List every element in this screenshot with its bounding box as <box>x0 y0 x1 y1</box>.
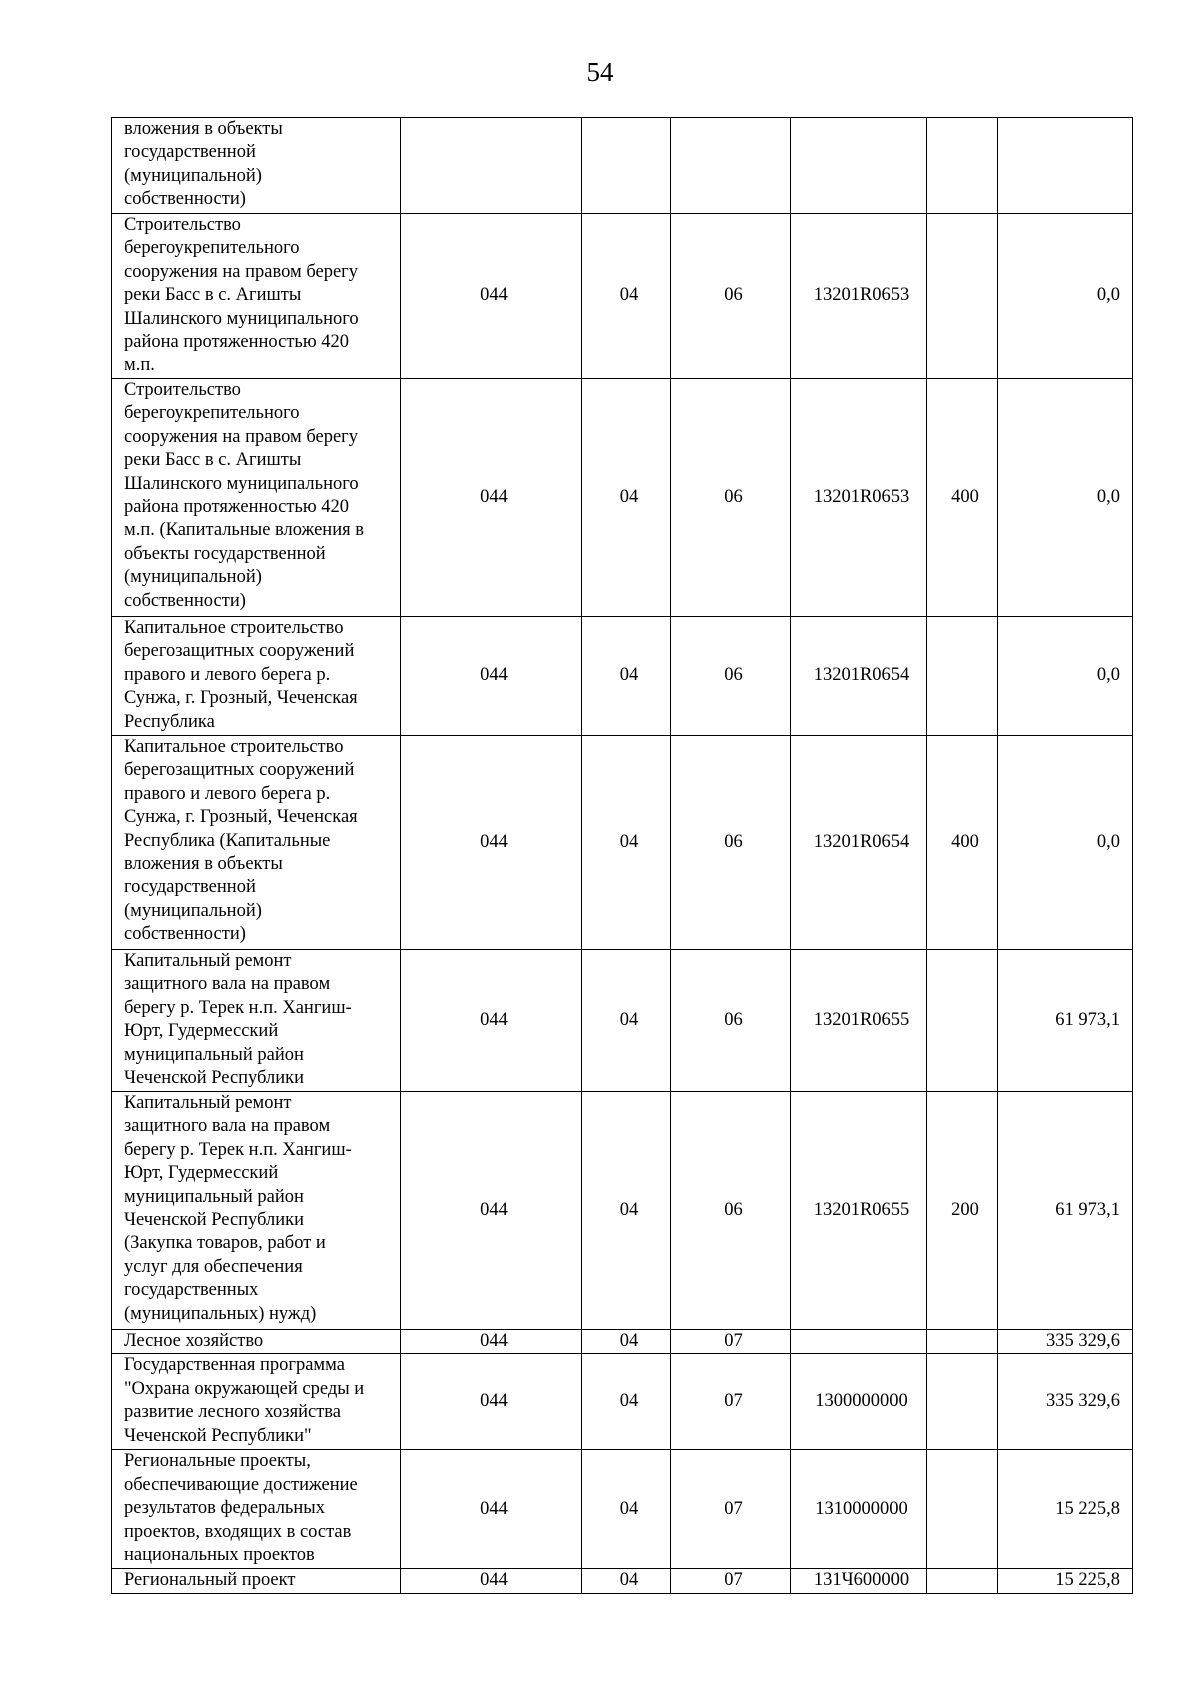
subsection-code-cell: 07 <box>671 1330 791 1354</box>
row-name-cell: Лесное хозяйство <box>112 1330 401 1354</box>
budget-table <box>111 117 1133 1594</box>
expense-type-cell: 400 <box>927 736 998 950</box>
target-article-cell <box>791 1330 927 1354</box>
section-code-cell: 04 <box>582 617 671 736</box>
row-name-cell: Государственная программа "Охрана окружающей среды и развитие лесного хозяйства Чеченской Республики" <box>112 1354 401 1450</box>
target-article-cell: 1300000000 <box>791 1354 927 1450</box>
table-row <box>112 214 1133 379</box>
target-article-cell: 131Ч600000 <box>791 1569 927 1593</box>
row-name-cell: Строительство берегоукрепительного сооружения на правом берегу реки Басс в с. Агишты Шалинского муниципального района протяженностью 420 м.п. <box>112 214 401 379</box>
section-code-cell: 04 <box>582 1330 671 1354</box>
expense-type-cell <box>927 1354 998 1450</box>
amount-cell: 0,0 <box>998 379 1133 617</box>
row-name-cell: Строительство берегоукрепительного сооружения на правом берегу реки Басс в с. Агишты Шалинского муниципального района протяженностью 420 м.п. (Капитальные вложения в объекты государственной (муниципальной) собственности) <box>112 379 401 617</box>
subsection-code-cell: 06 <box>671 736 791 950</box>
ministry-code-cell: 044 <box>401 1450 582 1569</box>
table-row <box>112 950 1133 1092</box>
expense-type-cell <box>927 617 998 736</box>
amount-cell: 335 329,6 <box>998 1354 1133 1450</box>
subsection-code-cell: 06 <box>671 214 791 379</box>
section-code-cell: 04 <box>582 736 671 950</box>
subsection-code-cell: 07 <box>671 1569 791 1593</box>
table-row <box>112 1354 1133 1450</box>
amount-cell: 0,0 <box>998 617 1133 736</box>
amount-cell: 0,0 <box>998 214 1133 379</box>
ministry-code-cell: 044 <box>401 1354 582 1450</box>
target-article-cell: 13201R0654 <box>791 617 927 736</box>
target-article-cell: 13201R0653 <box>791 214 927 379</box>
table-row <box>112 1092 1133 1330</box>
ministry-code-cell: 044 <box>401 379 582 617</box>
amount-cell: 0,0 <box>998 736 1133 950</box>
target-article-cell: 13201R0655 <box>791 1092 927 1330</box>
row-name-cell: Капитальное строительство берегозащитных сооружений правого и левого берега р. Сунжа, г. Грозный, Чеченская Республика <box>112 617 401 736</box>
ministry-code-cell: 044 <box>401 736 582 950</box>
target-article-cell: 13201R0653 <box>791 379 927 617</box>
row-name-cell: Капитальный ремонт защитного вала на правом берегу р. Терек н.п. Хангиш- Юрт, Гудермесский муниципальный район Чеченской Республики <box>112 950 401 1092</box>
row-name-cell: вложения в объекты государственной (муниципальной) собственности) <box>112 118 401 214</box>
amount-cell: 335 329,6 <box>998 1330 1133 1354</box>
page-number: 54 <box>586 57 614 87</box>
table-row <box>112 1569 1133 1593</box>
amount-cell: 61 973,1 <box>998 950 1133 1092</box>
table-row <box>112 379 1133 617</box>
subsection-code-cell: 06 <box>671 379 791 617</box>
table-row <box>112 617 1133 736</box>
ministry-code-cell: 044 <box>401 617 582 736</box>
section-code-cell: 04 <box>582 214 671 379</box>
expense-type-cell: 200 <box>927 1092 998 1330</box>
section-code-cell: 04 <box>582 379 671 617</box>
section-code-cell: 04 <box>582 1450 671 1569</box>
row-name-cell: Капитальное строительство берегозащитных сооружений правого и левого берега р. Сунжа, г. Грозный, Чеченская Республика (Капитальные вложения в объекты государственной (муниципальной) собственности) <box>112 736 401 950</box>
row-name-cell: Региональные проекты, обеспечивающие достижение результатов федеральных проектов, входящих в состав национальных проектов <box>112 1450 401 1569</box>
section-code-cell: 04 <box>582 1354 671 1450</box>
budget-table-body <box>112 118 1133 1594</box>
section-code-cell: 04 <box>582 1569 671 1593</box>
amount-cell <box>998 118 1133 214</box>
subsection-code-cell: 06 <box>671 1092 791 1330</box>
row-name-cell: Региональный проект <box>112 1569 401 1593</box>
expense-type-cell <box>927 214 998 379</box>
table-row <box>112 736 1133 950</box>
ministry-code-cell: 044 <box>401 1092 582 1330</box>
target-article-cell: 13201R0655 <box>791 950 927 1092</box>
target-article-cell: 1310000000 <box>791 1450 927 1569</box>
subsection-code-cell: 07 <box>671 1450 791 1569</box>
table-row <box>112 1450 1133 1569</box>
subsection-code-cell: 06 <box>671 950 791 1092</box>
amount-cell: 15 225,8 <box>998 1450 1133 1569</box>
ministry-code-cell: 044 <box>401 214 582 379</box>
target-article-cell: 13201R0654 <box>791 736 927 950</box>
table-row <box>112 118 1133 214</box>
ministry-code-cell: 044 <box>401 1569 582 1593</box>
ministry-code-cell <box>401 118 582 214</box>
expense-type-cell <box>927 118 998 214</box>
expense-type-cell <box>927 1569 998 1593</box>
subsection-code-cell: 07 <box>671 1354 791 1450</box>
expense-type-cell <box>927 1450 998 1569</box>
expense-type-cell <box>927 1330 998 1354</box>
section-code-cell <box>582 118 671 214</box>
expense-type-cell <box>927 950 998 1092</box>
subsection-code-cell <box>671 118 791 214</box>
section-code-cell: 04 <box>582 950 671 1092</box>
ministry-code-cell: 044 <box>401 1330 582 1354</box>
target-article-cell <box>791 118 927 214</box>
amount-cell: 61 973,1 <box>998 1092 1133 1330</box>
subsection-code-cell: 06 <box>671 617 791 736</box>
amount-cell: 15 225,8 <box>998 1569 1133 1593</box>
row-name-cell: Капитальный ремонт защитного вала на правом берегу р. Терек н.п. Хангиш- Юрт, Гудермесский муниципальный район Чеченской Республики (Закупка товаров, работ и услуг для обеспечения государственных (муниципальных) нужд) <box>112 1092 401 1330</box>
ministry-code-cell: 044 <box>401 950 582 1092</box>
table-row <box>112 1330 1133 1354</box>
section-code-cell: 04 <box>582 1092 671 1330</box>
expense-type-cell: 400 <box>927 379 998 617</box>
